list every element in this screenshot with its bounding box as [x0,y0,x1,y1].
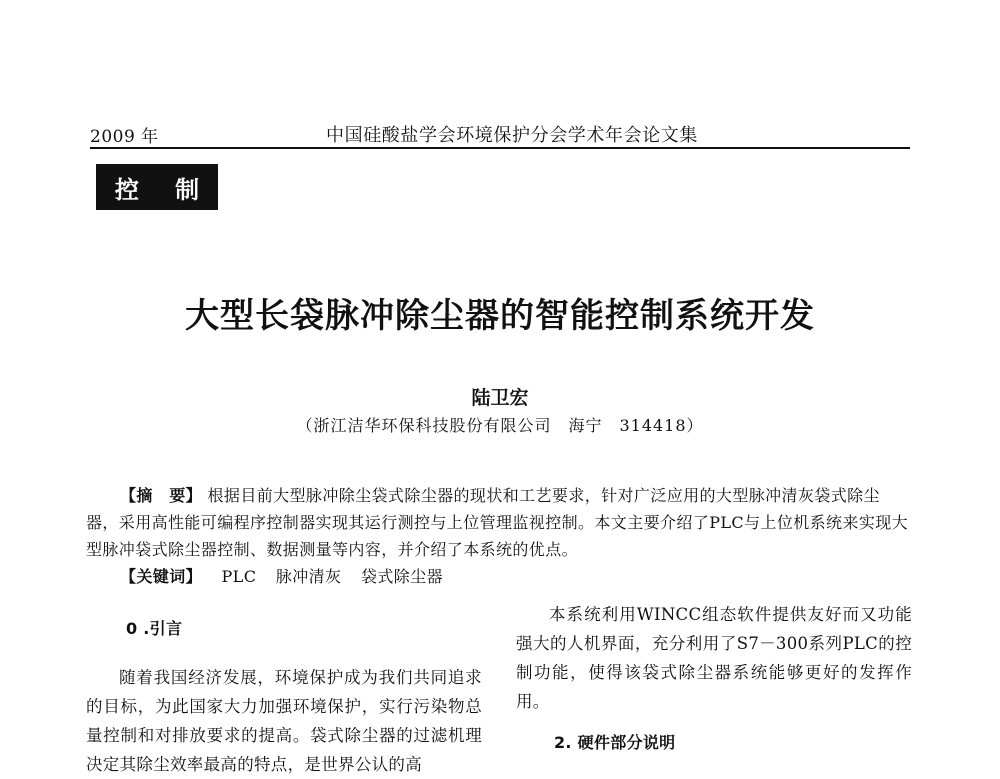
keywords [120,564,443,587]
abstract [86,482,912,563]
left-column [86,600,482,779]
keyword-item: PLC [221,567,257,586]
keyword-item: 脉冲清灰 [275,567,342,586]
author-affiliation: （浙江洁华环保科技股份有限公司 海宁 314418） [296,416,704,435]
system-paragraph: 本系统利用WINCC组态软件提供友好而又功能强大的人机界面，充分利用了S7－300系列PLC的控制功能，使得该袋式除尘器系统能够更好的发挥作用。 [516,605,912,711]
author-name: 陆卫宏 [471,387,529,409]
keyword-item: 袋式除尘器 [360,567,443,586]
header-year: 2009 年 [90,127,159,147]
section-heading-hardware: 2. 硬件部分说明 [554,733,676,752]
section-tag: 控 制 [96,164,218,210]
header-journal-title: 中国硅酸盐学会环境保护分会学术年会论文集 [326,125,698,146]
header-rule [90,147,910,149]
right-column [516,600,912,757]
keywords-label: 【关键词】 [120,567,203,586]
abstract-label: 【摘 要】 [120,486,203,505]
introduction-paragraph: 随着我国经济发展，环境保护成为我们共同追求的目标，为此国家大力加强环境保护，实行污染物总量控制和对排放要求的提高。袋式除尘器的过滤机理决定其除尘效率最高的特点，是世界公认的高 [86,668,482,774]
abstract-text: 根据目前大型脉冲除尘袋式除尘器的现状和工艺要求，针对广泛应用的大型脉冲清灰袋式除尘器，采用高性能可编程序控制器实现其运行测控与上位管理监视控制。本文主要介绍了PLC与上位机系统来实现大型脉冲袋式除尘器控制、数据测量等内容，并介绍了本系统的优点。 [86,486,909,559]
section-heading-introduction: 0 .引言 [126,619,183,638]
article-title: 大型长袋脉冲除尘器的智能控制系统开发 [185,296,815,336]
